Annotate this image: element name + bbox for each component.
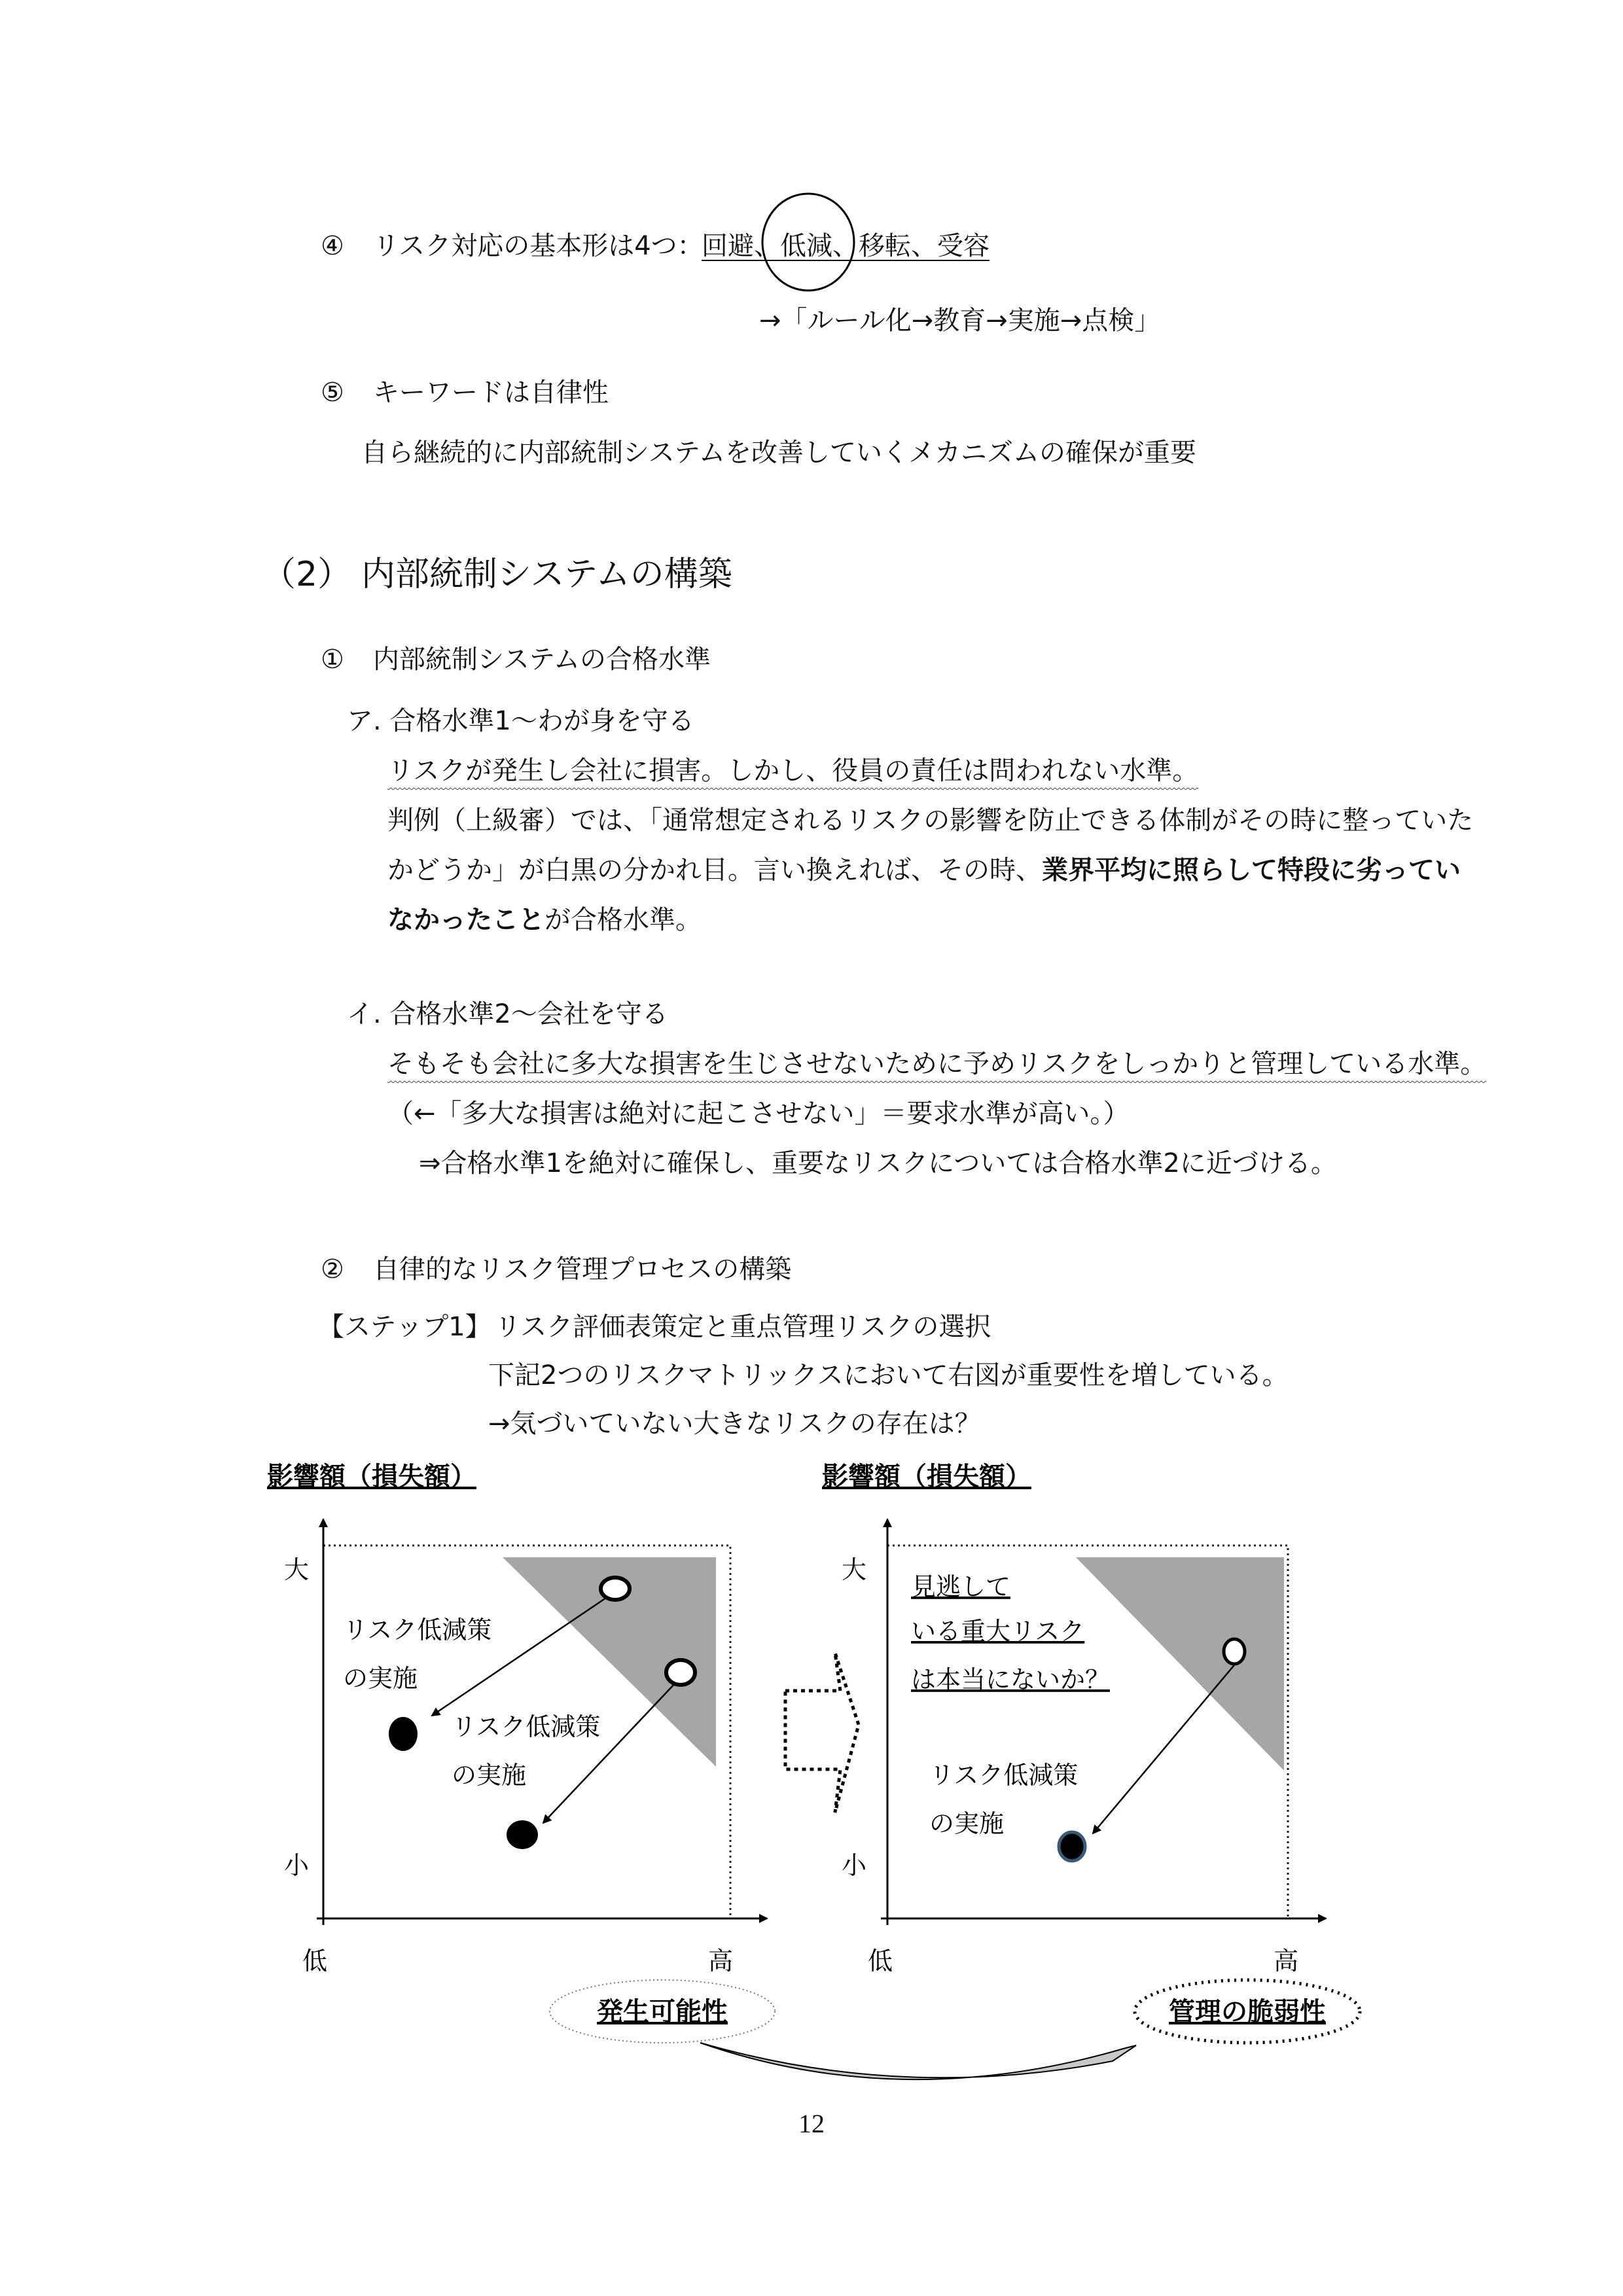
level-b-line-2: （←「多大な損害は絶対に起こさせない」＝要求水準が高い。）: [387, 1099, 1130, 1129]
left-reduction-arrow-1: [432, 1595, 610, 1716]
sub-1-number: ①: [321, 645, 344, 675]
level-b-line-3: ⇒合格水準1を絶対に確保し、重要なリスクについては合格水準2に近づける。: [419, 1148, 1337, 1178]
right-question-line-3: は本当にないか？: [911, 1665, 1111, 1694]
level-a-line-4-text: が合格水準。: [544, 905, 702, 935]
transition-arrow: [785, 1653, 859, 1812]
left-x-high: 高: [708, 1947, 734, 1975]
left-matrix: [267, 1462, 767, 1975]
level-a-line-3-text: かどうか」が白黒の分かれ目。言い換えれば、その時、: [387, 855, 1042, 885]
left-annotation-1-line-2: の実施: [343, 1664, 418, 1693]
item-4-flow: →「ルール化→教育→実施→点検」: [759, 306, 1161, 336]
step-1-line-2: →気づいていない大きなリスクの存在は？: [488, 1409, 981, 1439]
item-5-number: ⑤: [321, 378, 344, 408]
right-matrix: [822, 1462, 1326, 1975]
step-1-label: 【ステップ1】: [318, 1312, 491, 1342]
left-annotation-2-line-1: リスク低減策: [452, 1712, 601, 1741]
link-curve-arrow: [700, 2043, 1136, 2079]
left-y-high: 大: [284, 1555, 310, 1584]
left-risk-before-1: [601, 1578, 630, 1600]
level-a-line-1: リスクが発生し会社に損害。しかし、役員の責任は問われない水準。: [387, 756, 1199, 786]
right-risk-after: [1059, 1832, 1085, 1861]
right-y-high: 大: [842, 1555, 867, 1584]
likelihood-label: 発生可能性: [597, 1997, 728, 2027]
right-risk-before: [1224, 1639, 1245, 1664]
item-5-title: キーワードは自律性: [373, 378, 609, 408]
right-y-title: 影響額（損失額）: [822, 1462, 1031, 1492]
left-annotation-1-line-1: リスク低減策: [343, 1616, 492, 1644]
right-y-low: 小: [842, 1851, 867, 1880]
right-reduction-arrow: [1093, 1662, 1237, 1833]
level-a-line-2: 判例（上級審）では、「通常想定されるリスクの影響を防止できる体制がその時に整っていた: [387, 805, 1474, 836]
sub-2-number: ②: [321, 1254, 344, 1284]
level-a-label: ア. 合格水準1～わが身を守る: [347, 706, 694, 736]
step-1-line-1: 下記2つのリスクマトリックスにおいて右図が重要性を増している。: [488, 1360, 1289, 1390]
sub-1-title: 内部統制システムの合格水準: [373, 645, 711, 675]
left-reduction-arrow-2: [543, 1682, 677, 1823]
item-5-body: 自ら継続的に内部統制システムを改善していくメカニズムの確保が重要: [361, 438, 1196, 468]
item-4-lead: リスク対応の基本形は4つ：: [373, 231, 704, 261]
right-high-risk-zone: [1076, 1557, 1284, 1771]
page-number: 12: [798, 2109, 825, 2138]
right-annotation-line-2: の実施: [929, 1809, 1005, 1838]
item-4-number: ④: [321, 231, 344, 261]
right-annotation-line-1: リスク低減策: [929, 1761, 1079, 1790]
left-y-low: 小: [284, 1851, 310, 1880]
right-x-high: 高: [1274, 1947, 1299, 1975]
left-x-low: 低: [302, 1947, 328, 1975]
vulnerability-label: 管理の脆弱性: [1169, 1997, 1326, 2027]
level-a-line-3-bold: 業界平均に照らして特段に劣ってい: [1042, 855, 1461, 885]
left-risk-before-2: [666, 1660, 695, 1685]
section-title: 内部統制システムの構築: [361, 555, 732, 594]
item-4-options: 回避、低減、移転、受容: [702, 231, 990, 261]
left-risk-after-2: [507, 1820, 538, 1849]
sub-2-title: 自律的なリスク管理プロセスの構築: [373, 1254, 792, 1284]
section-number: （2）: [262, 555, 352, 594]
level-b-line-1: そもそも会社に多大な損害を生じさせないために予めリスクをしっかりと管理している水準。: [387, 1049, 1487, 1079]
right-question-line-1: 見逃して: [911, 1572, 1011, 1601]
step-1-title: リスク評価表策定と重点管理リスクの選択: [495, 1312, 991, 1342]
level-a-line-4-bold: なかったこと: [387, 905, 544, 935]
left-annotation-2-line-2: の実施: [452, 1761, 527, 1790]
level-b-label: イ. 合格水準2～会社を守る: [347, 999, 668, 1029]
left-y-title: 影響額（損失額）: [267, 1462, 476, 1492]
right-question-line-2: いる重大リスク: [911, 1617, 1085, 1646]
left-risk-after-1: [389, 1717, 418, 1751]
right-x-low: 低: [868, 1947, 893, 1975]
